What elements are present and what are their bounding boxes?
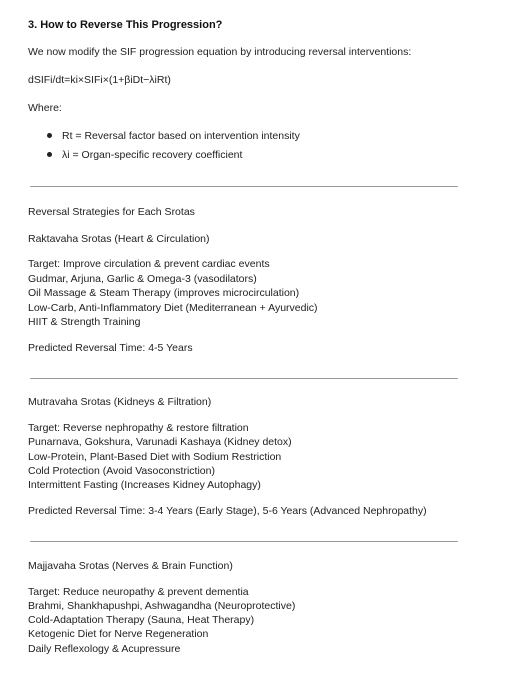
- srotas-line: Target: Reduce neuropathy & prevent dementia: [28, 586, 249, 598]
- strategies-heading: Reversal Strategies for Each Srotas: [28, 206, 195, 218]
- bullet-dot: [47, 152, 52, 157]
- srotas-line: Low-Protein, Plant-Based Diet with Sodium Restriction: [28, 451, 282, 463]
- equation: dSIFi/dt=ki×SIFi×(1+βiDt−λiRt): [28, 74, 171, 86]
- srotas-line: Oil Massage & Steam Therapy (improves microcirculation): [28, 287, 300, 299]
- srotas-line: Cold Protection (Avoid Vasoconstriction): [28, 465, 215, 477]
- srotas-line: Gudmar, Arjuna, Garlic & Omega-3 (vasodilators): [28, 273, 257, 285]
- srotas-line: HIIT & Strength Training: [28, 316, 141, 328]
- divider: [30, 378, 458, 379]
- srotas-line: Intermittent Fasting (Increases Kidney Autophagy): [28, 479, 261, 491]
- section-heading: 3. How to Reverse This Progression?: [28, 19, 223, 31]
- definition-item: Rt = Reversal factor based on intervention intensity: [62, 130, 300, 142]
- definition-item: λi = Organ-specific recovery coefficient: [62, 149, 243, 161]
- srotas-line: Daily Reflexology & Acupressure: [28, 643, 181, 655]
- srotas-line: Target: Reverse nephropathy & restore filtration: [28, 422, 249, 434]
- divider: [30, 186, 458, 187]
- predicted-time: Predicted Reversal Time: 4-5 Years: [28, 342, 193, 354]
- divider: [30, 541, 458, 542]
- srotas-title: Majjavaha Srotas (Nerves & Brain Function): [28, 560, 233, 572]
- srotas-line: Punarnava, Gokshura, Varunadi Kashaya (Kidney detox): [28, 436, 292, 448]
- bullet-dot: [47, 133, 52, 138]
- srotas-line: Brahmi, Shankhapushpi, Ashwagandha (Neuroprotective): [28, 600, 296, 612]
- srotas-line: Ketogenic Diet for Nerve Regeneration: [28, 628, 209, 640]
- srotas-title: Mutravaha Srotas (Kidneys & Filtration): [28, 396, 212, 408]
- srotas-line: Cold-Adaptation Therapy (Sauna, Heat Therapy): [28, 614, 255, 626]
- srotas-title: Raktavaha Srotas (Heart & Circulation): [28, 233, 210, 245]
- srotas-line: Low-Carb, Anti-Inflammatory Diet (Mediterranean + Ayurvedic): [28, 302, 318, 314]
- predicted-time: Predicted Reversal Time: 3-4 Years (Early Stage), 5-6 Years (Advanced Nephropathy): [28, 505, 427, 517]
- srotas-line: Target: Improve circulation & prevent cardiac events: [28, 258, 270, 270]
- where-label: Where:: [28, 102, 62, 114]
- intro-text: We now modify the SIF progression equation by introducing reversal interventions:: [28, 46, 412, 58]
